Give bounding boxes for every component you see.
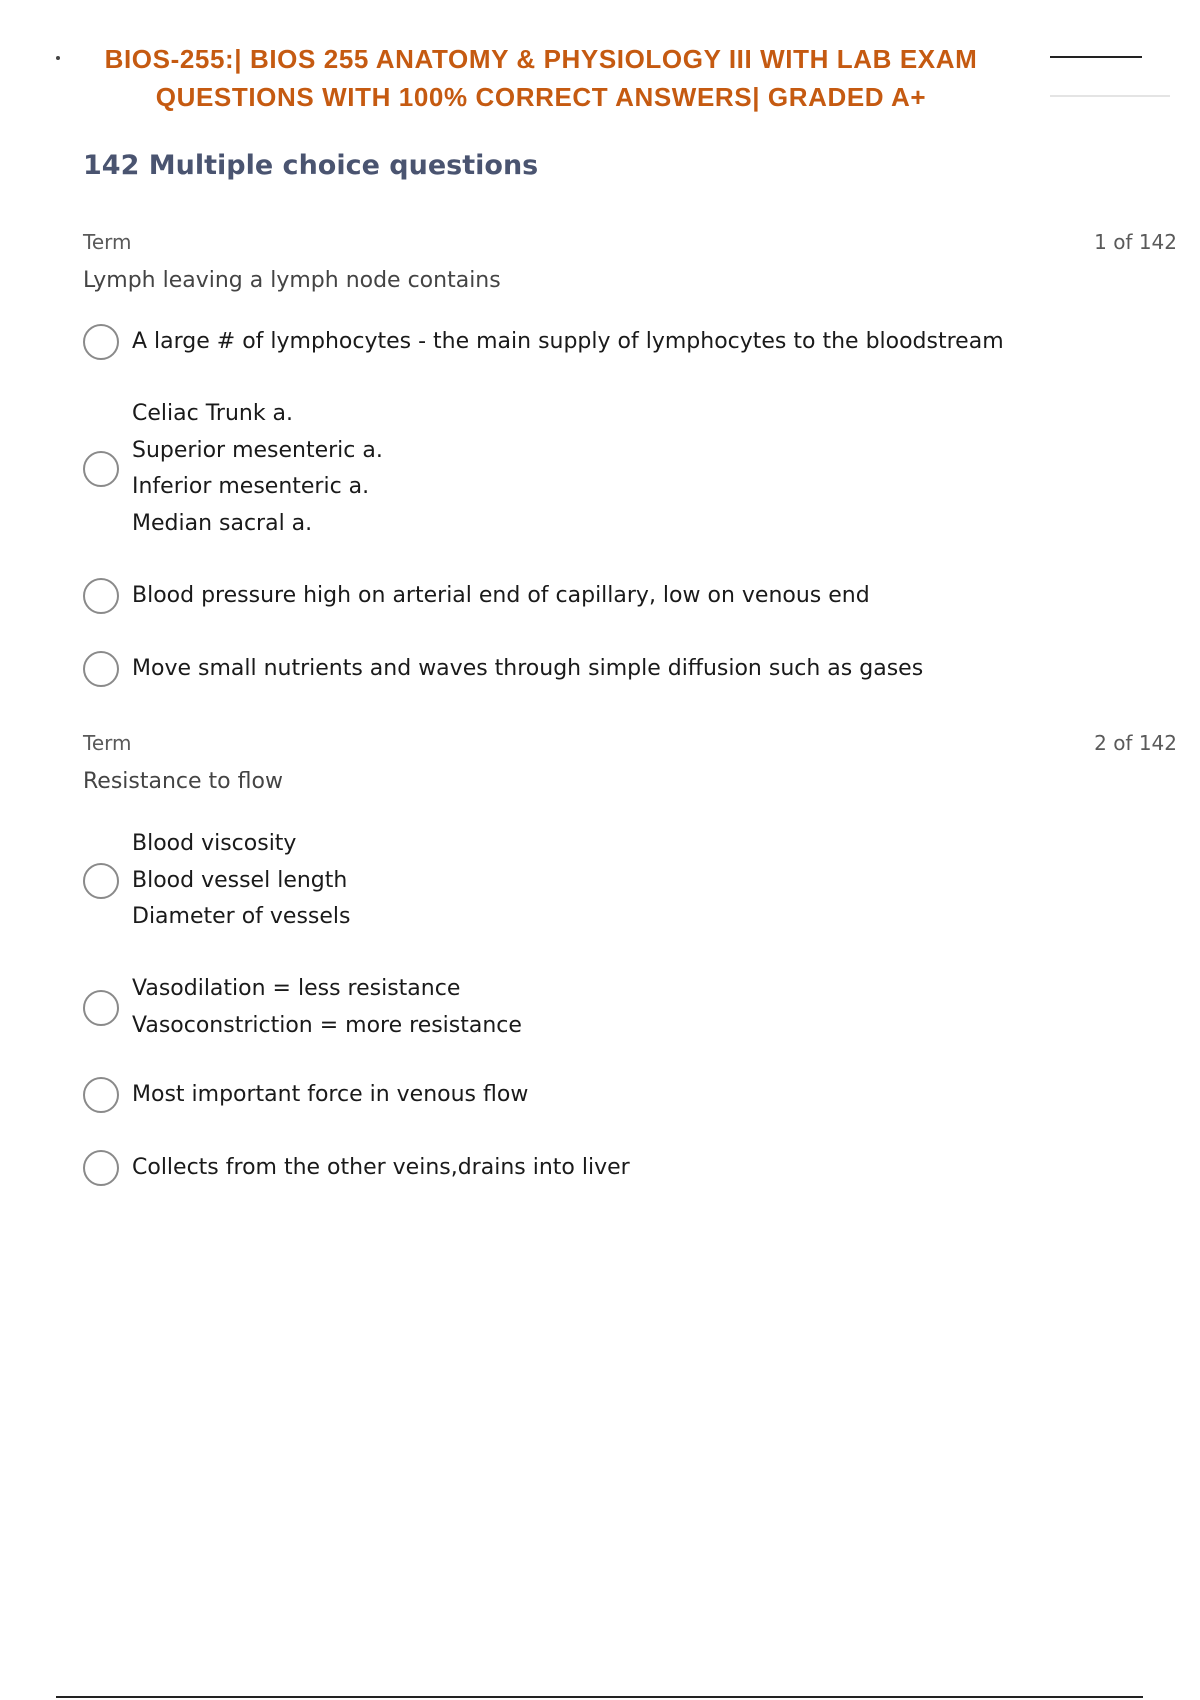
- term-counter: 2 of 142: [1094, 731, 1177, 755]
- term-label: Term: [83, 230, 132, 254]
- option-text: A large # of lymphocytes - the main supply of lymphocytes to the bloodstream: [132, 329, 1004, 354]
- option-text: Superior mesenteric a.: [132, 437, 383, 463]
- document-header: [56, 40, 1176, 120]
- document-title-line-2: QUESTIONS WITH 100% CORRECT ANSWERS| GRADED A+: [155, 82, 927, 112]
- answer-option-4[interactable]: [83, 651, 1083, 688]
- header-rule-faint: [1050, 95, 1170, 97]
- radio-button[interactable]: [83, 451, 119, 487]
- answer-option-3[interactable]: [83, 578, 1083, 615]
- footer-rule: [56, 1696, 1143, 1698]
- radio-button[interactable]: [83, 578, 119, 614]
- answer-option-2[interactable]: [83, 396, 1083, 542]
- option-text: Vasoconstriction = more resistance: [132, 1012, 522, 1038]
- option-text: Blood pressure high on arterial end of capillary, low on venous end: [132, 583, 870, 608]
- radio-button[interactable]: [83, 324, 119, 360]
- document-title-line-1: BIOS-255:| BIOS 255 ANATOMY & PHYSIOLOGY III WITH LAB EXAM: [104, 44, 978, 74]
- option-text: Vasodilation = less resistance: [132, 976, 461, 1001]
- option-text: Blood vessel length: [132, 867, 348, 893]
- header-rule: [1050, 56, 1142, 58]
- radio-button[interactable]: [83, 863, 119, 899]
- option-text: Celiac Trunk a.: [132, 401, 294, 426]
- term-text: Resistance to flow: [83, 769, 283, 794]
- option-text: Blood viscosity: [132, 831, 297, 856]
- radio-button[interactable]: [83, 1077, 119, 1113]
- answer-option-4[interactable]: [83, 1150, 1083, 1187]
- option-text: Median sacral a.: [132, 510, 313, 536]
- radio-button[interactable]: [83, 990, 119, 1026]
- term-text: Lymph leaving a lymph node contains: [83, 268, 501, 293]
- answer-option-2[interactable]: [83, 971, 1083, 1044]
- term-label: Term: [83, 731, 132, 755]
- radio-button[interactable]: [83, 651, 119, 687]
- quiz-heading: 142 Multiple choice questions: [83, 150, 539, 181]
- option-text: Diameter of vessels: [132, 904, 351, 929]
- option-text: Move small nutrients and waves through simple diffusion such as gases: [132, 656, 924, 681]
- document-title: [56, 40, 1026, 116]
- option-text: Collects from the other veins,drains into liver: [132, 1155, 630, 1180]
- option-text: Inferior mesenteric a.: [132, 474, 370, 499]
- radio-button[interactable]: [83, 1150, 119, 1186]
- term-counter: 1 of 142: [1094, 230, 1177, 254]
- answer-option-3[interactable]: [83, 1077, 1083, 1114]
- answer-option-1[interactable]: [83, 324, 1083, 361]
- answer-option-1[interactable]: [83, 826, 1083, 936]
- option-text: Most important force in venous flow: [132, 1082, 529, 1107]
